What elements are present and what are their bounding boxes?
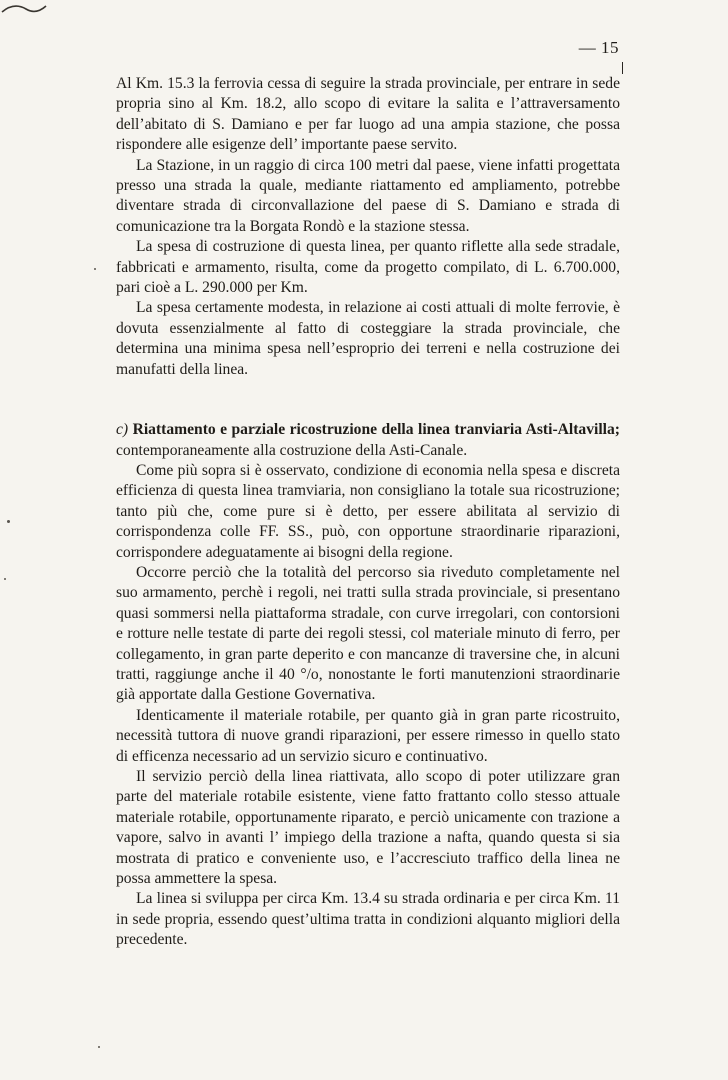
- paragraph: Il servizio perciò della linea riattivata, allo scopo di poter utilizzare gran parte del materiale rotabile esistente, viene fatto frattanto collo stesso attuale materiale rotabile, opportunamente riparato, e perciò unicamente con trazione a vapore, salvo in avanti l’ impiego della trazione a nafta, quando questa si sia mostrata di pratico e conveniente uso, e l’accresciuto traffico della linea ne possa ammettere la spesa.: [116, 768, 620, 888]
- paper-speck: [4, 578, 6, 580]
- page-corner-curl: [0, 0, 50, 20]
- section-title: Riattamento e parziale ricostruzione della linea tranviaria Asti-Altavilla;: [132, 421, 621, 439]
- paragraph: Identicamente il materiale rotabile, per quanto già in gran parte ricostruito, necessità tuttora di nuove grandi riparazioni, per essere rimesso in quello stato di efficenza necessario ad un servizio sicuro e continuativo.: [116, 706, 620, 765]
- section-heading-rest: contemporaneamente alla costruzione della Asti-Canale.: [116, 441, 468, 459]
- paragraph: La linea si sviluppa per circa Km. 13.4 su strada ordinaria e per circa Km. 11 in sede propria, essendo quest’ultima tratta in condizioni alquanto migliori della precedente.: [116, 890, 620, 949]
- body-text: [116, 74, 620, 951]
- paragraph: Al Km. 15.3 la ferrovia cessa di seguire la strada provinciale, per entrare in sede propria sino al Km. 18.2, allo scopo di evitare la salita e l’attraversamento dell’abitato di S. Damiano e per far luogo ad una ampia stazione, che possa rispondere alle esigenze dell’ importante paese servito.: [116, 75, 620, 154]
- section-letter: c): [116, 421, 129, 439]
- paragraph: Occorre perciò che la totalità del percorso sia riveduto completamente nel suo armamento, perchè i regoli, nei tratti sulla strada provinciale, si presentano quasi sommersi nella piattaforma stradale, con curve irregolari, con contorsioni e rotture nelle testate di parte dei regoli stessi, col materiale minuto di ferro, per collegamento, in gran parte deperito e con mancanze di traversine che, in alcuni tratti, raggiunge anche il 40 °/o, nonostante le forti manutenzioni straordinarie già apportate dalla Gestione Governativa.: [116, 563, 620, 704]
- paper-speck: [7, 520, 10, 523]
- paper-speck: [98, 1046, 100, 1048]
- pen-mark: [622, 62, 623, 74]
- paragraph: La spesa di costruzione di questa linea, per quanto riflette alla sede stradale, fabbricati e armamento, risulta, come da progetto compilato, di L. 6.700.000, pari cioè a L. 290.000 per Km.: [116, 238, 620, 297]
- paper-speck: [94, 268, 96, 270]
- page-number: — 15: [578, 38, 619, 57]
- section-heading: [116, 420, 620, 461]
- paragraph: Come più sopra si è osservato, condizione di economia nella spesa e discreta efficienza di questa linea tramviaria, non consigliano la totale sua ricostruzione; tanto più che, come pure si è detto, per essere abilitata al servizio di corrispondenza colle FF. SS., può, con opportune straordinarie riparazioni, corrispondere adeguatamente ai bisogni della regione.: [116, 461, 620, 561]
- paragraph: La spesa certamente modesta, in relazione ai costi attuali di molte ferrovie, è dovuta essenzialmente al fatto di costeggiare la strada provinciale, che determina una minima spesa nell’esproprio dei terreni e nella costruzione dei manufatti della linea.: [116, 299, 620, 378]
- paragraph: La Stazione, in un raggio di circa 100 metri dal paese, viene infatti progettata presso una strada la quale, mediante riattamento ed ampliamento, potrebbe diventare strada di circonvallazione del paese di S. Damiano e strada di comunicazione tra la Borgata Rondò e la stazione stessa.: [116, 156, 620, 235]
